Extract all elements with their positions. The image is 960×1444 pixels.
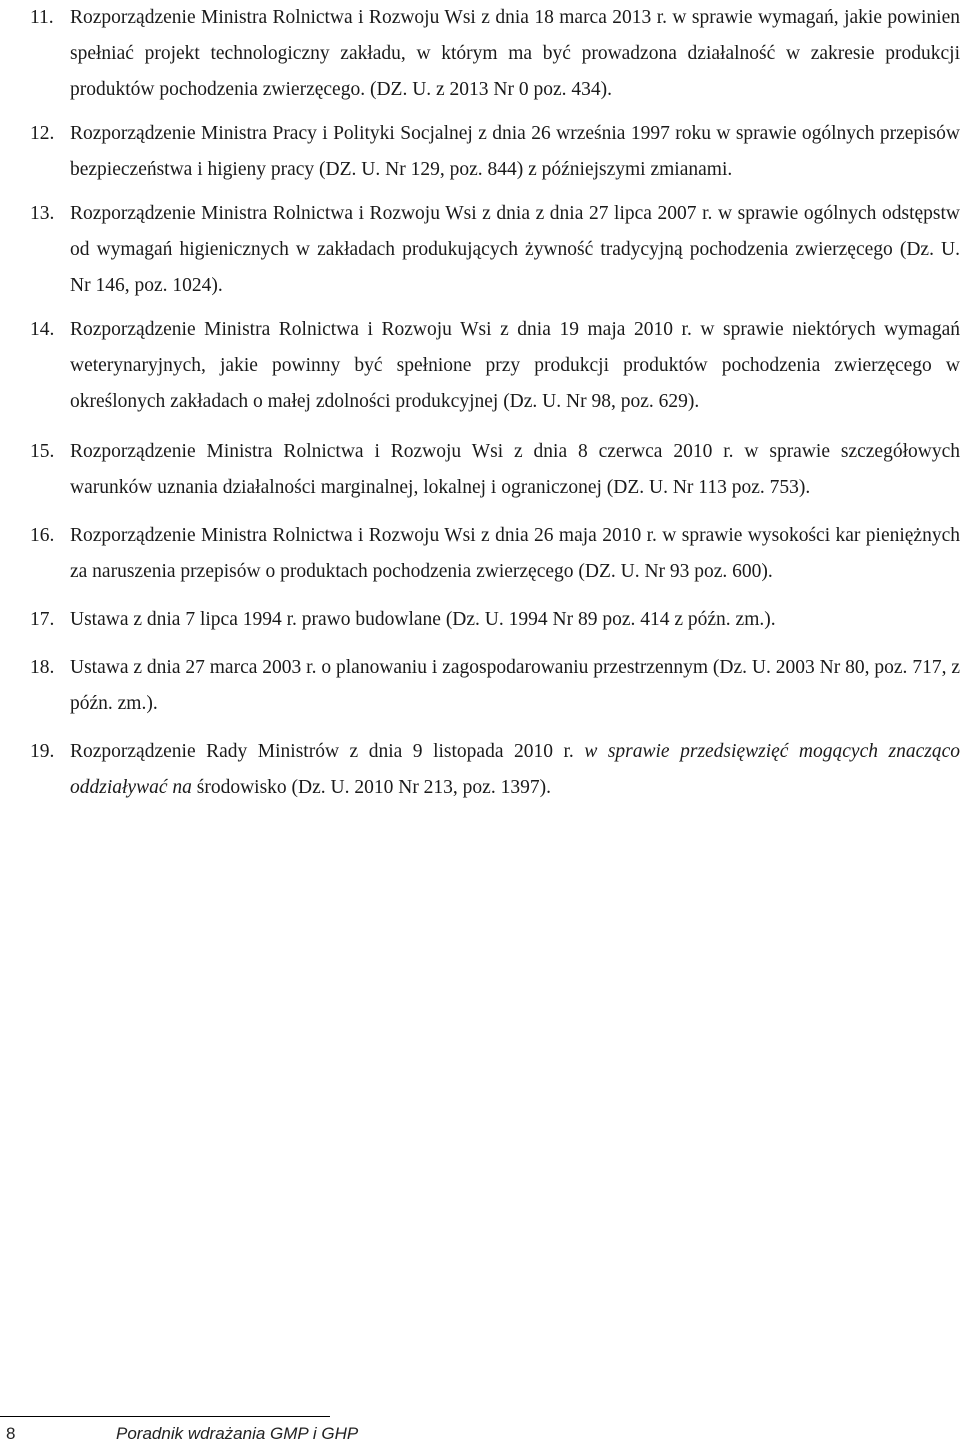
- reference-item: [30, 650, 960, 722]
- running-title: Poradnik wdrażania GMP i GHP: [116, 1424, 359, 1443]
- reference-item: [30, 602, 960, 638]
- reference-number: 19.: [30, 741, 55, 762]
- reference-number: 16.: [30, 525, 55, 546]
- reference-number: 12.: [30, 123, 55, 144]
- reference-text-italic: w sprawie przedsięwzięć mogących znacząco oddziaływać na: [70, 741, 960, 798]
- reference-number: 17.: [30, 609, 55, 630]
- reference-text: Ustawa z dnia 7 lipca 1994 r. prawo budowlane (Dz. U. 1994 Nr 89 poz. 414 z późn. zm.).: [70, 609, 776, 630]
- reference-number: 14.: [30, 319, 55, 340]
- reference-item: [30, 312, 960, 420]
- reference-list: [30, 0, 960, 806]
- reference-text: Ustawa z dnia 27 marca 2003 r. o planowaniu i zagospodarowaniu przestrzennym (Dz. U. 2003 Nr 80, poz. 717, z późn. zm.).: [70, 657, 960, 714]
- reference-number: 18.: [30, 657, 55, 678]
- reference-text: Rozporządzenie Ministra Rolnictwa i Rozwoju Wsi z dnia 26 maja 2010 r. w sprawie wysokości kar pieniężnych za naruszenia przepisów o produktach pochodzenia zwierzęcego (DZ. U. Nr 93 poz. 600).: [70, 525, 960, 582]
- reference-text: Rozporządzenie Ministra Pracy i Polityki Socjalnej z dnia 26 września 1997 roku w sprawie ogólnych przepisów bezpieczeństwa i higieny pracy (DZ. U. Nr 129, poz. 844) z późniejszymi zmianami.: [70, 123, 960, 180]
- page-footer: [0, 1424, 960, 1444]
- reference-item: [30, 0, 960, 108]
- reference-item: [30, 434, 960, 506]
- reference-text: Rozporządzenie Ministra Rolnictwa i Rozwoju Wsi z dnia z dnia 27 lipca 2007 r. w sprawie ogólnych odstępstw od wymagań higienicznych w zakładach produkujących żywność tradycyjną pochodzenia zwierzęcego (Dz. U. Nr 146, poz. 1024).: [70, 203, 960, 296]
- reference-item: [30, 196, 960, 304]
- reference-text-tail: środowisko (Dz. U. 2010 Nr 213, poz. 1397).: [196, 777, 551, 798]
- reference-text: [70, 734, 960, 806]
- reference-number: 15.: [30, 441, 55, 462]
- reference-item: [30, 116, 960, 188]
- reference-item: [30, 734, 960, 806]
- reference-number: 13.: [30, 203, 55, 224]
- reference-item: [30, 518, 960, 590]
- reference-text: Rozporządzenie Ministra Rolnictwa i Rozwoju Wsi z dnia 18 marca 2013 r. w sprawie wymagań, jakie powinien spełniać projekt technologiczny zakładu, w którym ma być prowadzona działalność w zakresie produkcji produktów pochodzenia zwierzęcego. (DZ. U. z 2013 Nr 0 poz. 434).: [70, 7, 960, 100]
- reference-text-plain: Rozporządzenie Rady Ministrów z dnia 9 listopada 2010 r.: [70, 741, 585, 762]
- reference-text: Rozporządzenie Ministra Rolnictwa i Rozwoju Wsi z dnia 19 maja 2010 r. w sprawie niektórych wymagań weterynaryjnych, jakie powinny być spełnione przy produkcji produktów pochodzenia zwierzęcego w określonych zakładach o małej zdolności produkcyjnej (Dz. U. Nr 98, poz. 629).: [70, 319, 960, 412]
- footer-rule: [0, 1416, 330, 1417]
- page-number: 8: [6, 1424, 16, 1443]
- reference-number: 11.: [30, 7, 54, 28]
- reference-text: Rozporządzenie Ministra Rolnictwa i Rozwoju Wsi z dnia 8 czerwca 2010 r. w sprawie szczegółowych warunków uznania działalności marginalnej, lokalnej i ograniczonej (DZ. U. Nr 113 poz. 753).: [70, 441, 960, 498]
